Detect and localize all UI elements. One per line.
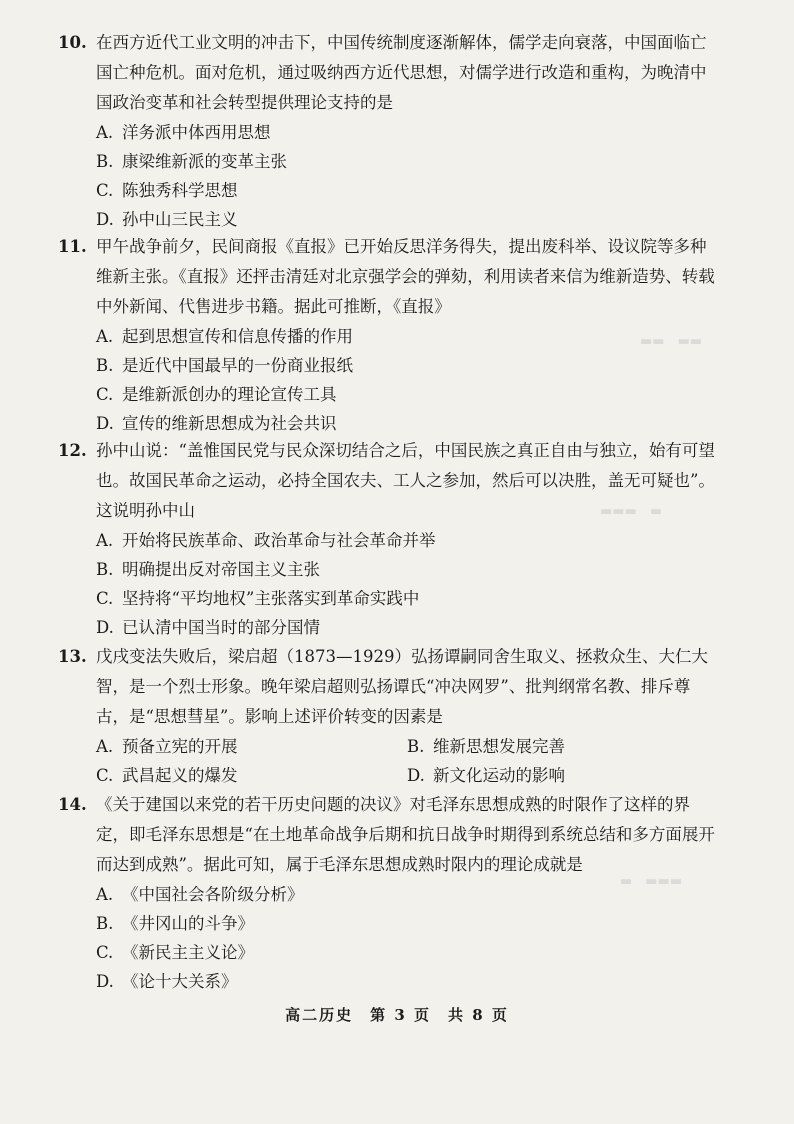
option-b <box>96 909 718 938</box>
bleed-through-mark: ▬▬▬ ▬ <box>600 504 663 519</box>
option-letter: C. <box>96 589 114 608</box>
question-number: 11. <box>58 237 87 256</box>
option-letter: A. <box>96 123 114 142</box>
option-d <box>96 967 718 996</box>
option-b <box>96 555 718 584</box>
question-number: 10. <box>58 33 87 52</box>
option-a <box>96 118 718 147</box>
question-13 <box>58 642 718 790</box>
option-b <box>96 147 718 176</box>
option-d <box>96 205 718 234</box>
option-text: 宣传的维新思想成为社会共识 <box>122 414 337 433</box>
question-stem <box>58 436 718 526</box>
option-text: 维新思想发展完善 <box>433 737 565 756</box>
question-text: 《关于建国以来党的若干历史问题的决议》对毛泽东思想成熟的时限作了这样的界定，即毛泽东思想是“在土地革命战争后期和抗日战争时期得到系统总结和多方面展开而达到成熟”。据此可知，属于毛泽东思想成熟时限内的理论成就是 <box>96 795 715 874</box>
option-letter: D. <box>96 618 114 637</box>
question-10 <box>58 28 718 234</box>
question-14 <box>58 790 718 996</box>
option-letter: D. <box>96 414 114 433</box>
question-number: 14. <box>58 795 87 814</box>
option-letter: B. <box>407 737 425 756</box>
question-stem <box>58 232 718 322</box>
option-text: 康梁维新派的变革主张 <box>122 152 287 171</box>
option-text: 已认清中国当时的部分国情 <box>122 618 320 637</box>
question-11 <box>58 232 718 438</box>
option-row <box>96 761 718 790</box>
question-text: 孙中山说：“盖惟国民党与民众深切结合之后，中国民族之真正自由与独立，始有可望也。故国民革命之运动，必持全国农夫、工人之参加，然后可以决胜，盖无可疑也”。这说明孙中山 <box>96 441 715 520</box>
option-d <box>96 613 718 642</box>
question-number: 12. <box>58 441 87 460</box>
option-a <box>96 732 407 761</box>
option-letter: C. <box>96 181 114 200</box>
question-stem <box>58 28 718 118</box>
option-letter: A. <box>96 737 114 756</box>
option-c <box>96 584 718 613</box>
option-c <box>96 176 718 205</box>
question-number: 13. <box>58 647 87 666</box>
option-letter: B. <box>96 356 114 375</box>
option-c <box>96 938 718 967</box>
option-letter: B. <box>96 152 114 171</box>
option-text: 开始将民族革命、政治革命与社会革命并举 <box>122 531 436 550</box>
option-letter: B. <box>96 560 114 579</box>
option-letter: A. <box>96 327 114 346</box>
question-text: 在西方近代工业文明的冲击下，中国传统制度逐渐解体，儒学走向衰落，中国面临亡国亡种危机。面对危机，通过吸纳西方近代思想，对儒学进行改造和重构，为晚清中国政治变革和社会转型提供理论支持的是 <box>96 33 707 112</box>
page-footer: 高二历史 第 3 页 共 8 页 <box>285 1006 509 1024</box>
option-b <box>407 732 718 761</box>
option-text: 孙中山三民主义 <box>122 210 238 229</box>
option-text: 洋务派中体西用思想 <box>122 123 271 142</box>
option-d <box>96 409 718 438</box>
option-text: 新文化运动的影响 <box>433 766 565 785</box>
option-text: 坚持将“平均地权”主张落实到革命实践中 <box>122 589 420 608</box>
option-letter: C. <box>96 385 114 404</box>
option-text: 起到思想宣传和信息传播的作用 <box>122 327 353 346</box>
option-text: 《井冈山的斗争》 <box>122 914 254 933</box>
question-text: 甲午战争前夕，民间商报《直报》已开始反思洋务得失，提出废科举、设议院等多种维新主张。《直报》还抨击清廷对北京强学会的弹劾，利用读者来信为维新造势、转载中外新闻、代售进步书籍。据此可推断，《直报》 <box>96 237 715 316</box>
option-d <box>407 761 718 790</box>
option-text: 武昌起义的爆发 <box>122 766 238 785</box>
option-letter: D. <box>96 210 114 229</box>
bleed-through-mark: ▬ ▬▬▬ <box>620 874 683 889</box>
option-row <box>96 732 718 761</box>
option-letter: C. <box>96 943 114 962</box>
option-text: 是维新派创办的理论宣传工具 <box>122 385 337 404</box>
option-letter: A. <box>96 531 114 550</box>
option-letter: C. <box>96 766 114 785</box>
option-a <box>96 322 718 351</box>
option-text: 明确提出反对帝国主义主张 <box>122 560 320 579</box>
option-text: 陈独秀科学思想 <box>122 181 238 200</box>
option-letter: D. <box>96 972 114 991</box>
option-a <box>96 880 718 909</box>
bleed-through-mark: ▬▬ ▬▬ <box>640 334 703 349</box>
option-letter: A. <box>96 885 114 904</box>
option-b <box>96 351 718 380</box>
option-text: 预备立宪的开展 <box>122 737 238 756</box>
question-12 <box>58 436 718 642</box>
option-c <box>96 380 718 409</box>
option-a <box>96 526 718 555</box>
option-letter: D. <box>407 766 425 785</box>
option-text: 《论十大关系》 <box>122 972 238 991</box>
question-stem <box>58 790 718 880</box>
question-text: 戊戌变法失败后，梁启超（1873—1929）弘扬谭嗣同舍生取义、拯救众生、大仁大智，是一个烈士形象。晚年梁启超则弘扬谭氏“冲决网罗”、批判纲常名教、排斥尊古，是“思想彗星”。影响上述评价转变的因素是 <box>96 647 708 726</box>
option-text: 是近代中国最早的一份商业报纸 <box>122 356 353 375</box>
option-c <box>96 761 407 790</box>
option-text: 《中国社会各阶级分析》 <box>122 885 304 904</box>
option-text: 《新民主主义论》 <box>122 943 254 962</box>
option-letter: B. <box>96 914 114 933</box>
question-stem <box>58 642 718 732</box>
